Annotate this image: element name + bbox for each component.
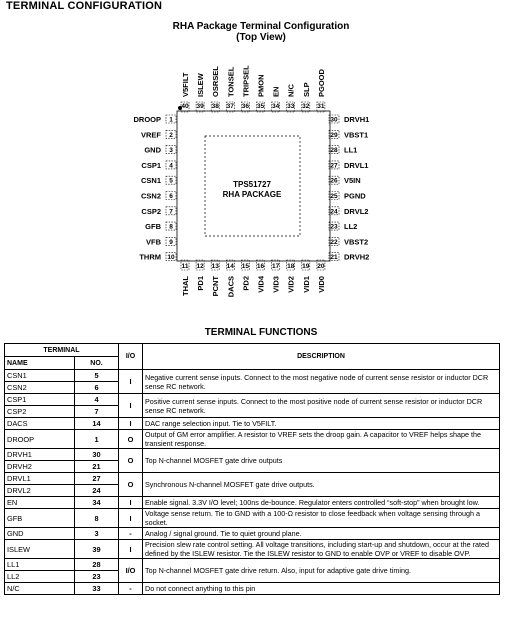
pin-label-top: PMON xyxy=(256,74,266,97)
pin-number-right: 22 xyxy=(330,238,338,246)
pin-label-right: DRVL2 xyxy=(344,206,369,216)
pin-name-cell: CSN2 xyxy=(5,382,75,394)
no-header: NO. xyxy=(75,357,119,370)
io-cell: - xyxy=(119,528,143,540)
pin-label-top: EN xyxy=(271,86,281,97)
pin-name-cell: DRVL1 xyxy=(5,473,75,485)
pin-label-bottom: VID3 xyxy=(271,276,281,293)
table-row xyxy=(5,418,500,430)
pin-label-left: VREF xyxy=(140,130,161,140)
pin-label-top: PGOOD xyxy=(316,69,326,97)
pin-name-cell: EN xyxy=(5,497,75,509)
pin-label-right: PGND xyxy=(344,191,366,201)
table-row xyxy=(5,394,500,406)
pin-label-right: VBST2 xyxy=(344,237,369,247)
io-cell: O xyxy=(119,449,143,473)
pin-label-right: LL2 xyxy=(344,222,358,232)
description-cell: Do not connect anything to this pin xyxy=(143,583,500,595)
pin-label-top: V5FILT xyxy=(181,72,190,97)
pin-name-cell: N/C xyxy=(5,583,75,595)
table-row xyxy=(5,540,500,559)
pin-number-bottom: 19 xyxy=(302,263,310,270)
pin-name-cell: ISLEW xyxy=(5,540,75,559)
pin-number-bottom: 14 xyxy=(226,263,234,270)
pin-number-bottom: 13 xyxy=(211,263,219,270)
pin-label-left: VFB xyxy=(146,237,161,247)
pin-label-top: TONSEL xyxy=(226,66,236,97)
pin-number-left: 2 xyxy=(169,131,173,139)
pin-number-top: 32 xyxy=(302,103,310,110)
pin-label-right: DRVH2 xyxy=(344,252,370,262)
table-row xyxy=(5,509,500,528)
pin-number-cell: 8 xyxy=(75,509,119,528)
io-cell: - xyxy=(119,583,143,595)
pin-number-top: 34 xyxy=(271,103,280,110)
pin-number-cell: 1 xyxy=(75,430,119,449)
pin-label-right: DRVH1 xyxy=(344,115,370,124)
pin-number-right: 26 xyxy=(330,177,338,185)
pin-number-top: 39 xyxy=(196,103,204,110)
pin-label-bottom: THAL xyxy=(181,276,190,296)
pin-label-bottom: PD1 xyxy=(196,276,206,291)
pin-name-cell: GND xyxy=(5,528,75,540)
io-cell: I xyxy=(119,540,143,559)
pin-number-left: 6 xyxy=(169,193,173,200)
pin-number-left: 9 xyxy=(169,238,173,246)
description-cell: Voltage sense return. Tie to GND with a 100-Ω resistor to close feedback when voltage sensing through a socket. xyxy=(143,509,500,528)
pin-number-bottom: 12 xyxy=(196,263,204,270)
pin-name-cell: DACS xyxy=(5,418,75,430)
pin-number-cell: 30 xyxy=(75,449,119,461)
functions-title: TERMINAL FUNCTIONS xyxy=(204,327,318,338)
pin-number-cell: 7 xyxy=(75,406,119,418)
pin-number-cell: 5 xyxy=(75,370,119,382)
table-row xyxy=(5,370,500,382)
chip-label-1: TPS51727 xyxy=(233,180,271,189)
pin-number-left: 3 xyxy=(169,147,173,155)
pin-number-bottom: 11 xyxy=(181,263,189,270)
chip-label-2: RHA PACKAGE xyxy=(222,190,282,199)
io-header: I/O xyxy=(119,344,143,370)
pin-number-bottom: 17 xyxy=(271,263,280,270)
pin-number-top: 31 xyxy=(317,103,325,110)
pin-number-left: 8 xyxy=(169,223,173,231)
description-cell: Analog / signal ground. Tie to quiet ground plane. xyxy=(143,528,500,540)
pin-label-bottom: PCNT xyxy=(211,276,221,297)
table-row xyxy=(5,528,500,540)
pin-label-right: V5IN xyxy=(344,176,361,186)
pin-number-right: 30 xyxy=(330,116,338,124)
pin-number-cell: 4 xyxy=(75,394,119,406)
description-cell: Top N-channel MOSFET gate drive return. Also, input for adaptive gate drive timing. xyxy=(143,559,500,583)
package-title: RHA Package Terminal Configuration xyxy=(172,21,350,32)
pin-label-top: OSRSEL xyxy=(211,66,221,97)
pin-number-right: 29 xyxy=(330,131,338,139)
io-cell: I/O xyxy=(119,559,143,583)
pin-number-cell: 27 xyxy=(75,473,119,485)
pinout-diagram xyxy=(0,0,522,310)
pin-label-left: CSN1 xyxy=(140,176,161,186)
table-row xyxy=(5,583,500,595)
pin-label-bottom: VID0 xyxy=(316,276,326,293)
section-heading: TERMINAL CONFIGURATION xyxy=(6,0,163,12)
io-cell: O xyxy=(119,473,143,497)
pin-name-cell: CSP1 xyxy=(5,394,75,406)
name-header: NAME xyxy=(5,357,75,370)
pin-number-right: 23 xyxy=(330,223,338,231)
pin-number-cell: 21 xyxy=(75,461,119,473)
pin-number-bottom: 20 xyxy=(317,263,325,270)
pin-number-cell: 39 xyxy=(75,540,119,559)
pin-number-right: 27 xyxy=(330,162,338,170)
pin-label-left: CSP2 xyxy=(141,206,161,216)
pin-name-cell: LL2 xyxy=(5,571,75,583)
pin-name-cell: DROOP xyxy=(5,430,75,449)
description-cell: Top N-channel MOSFET gate drive outputs xyxy=(143,449,500,473)
pin-number-bottom: 16 xyxy=(256,263,265,270)
pin-number-top: 33 xyxy=(287,103,295,110)
pin-label-left: THRM xyxy=(139,252,161,262)
table-row xyxy=(5,430,500,449)
pin-label-bottom: VID4 xyxy=(256,276,266,293)
pin-label-left: CSN2 xyxy=(140,191,161,201)
package-subtitle: (Top View) xyxy=(236,32,286,43)
pin-number-right: 24 xyxy=(330,208,338,216)
description-cell: Enable signal. 3.3V I/O level; 100ns de-bounce. Regulator enters controlled “soft-stop” when brought low. xyxy=(143,497,500,509)
description-cell: Synchronous N-channel MOSFET gate drive outputs. xyxy=(143,473,500,497)
pin-name-cell: DRVL2 xyxy=(5,485,75,497)
io-cell: I xyxy=(119,418,143,430)
pin-number-left: 10 xyxy=(167,254,175,262)
pin-number-top: 38 xyxy=(211,103,219,110)
pin-number-cell: 28 xyxy=(75,559,119,571)
pin-number-right: 25 xyxy=(330,193,338,200)
pin-number-cell: 14 xyxy=(75,418,119,430)
table-row xyxy=(5,449,500,461)
pin-name-cell: DRVH1 xyxy=(5,449,75,461)
pin-number-top: 35 xyxy=(256,103,265,110)
pin-number-right: 21 xyxy=(330,254,338,262)
description-cell: Positive current sense inputs. Connect to the most positive node of current sense resistor or inductor DCR sense RC network. xyxy=(143,394,500,418)
pin-number-bottom: 15 xyxy=(241,263,250,270)
table-row xyxy=(5,559,500,571)
table-row xyxy=(5,473,500,485)
pin-name-cell: LL1 xyxy=(5,559,75,571)
pin-label-right: DRVL1 xyxy=(344,160,369,170)
description-header: DESCRIPTION xyxy=(143,344,500,370)
pin-label-left: GND xyxy=(144,145,161,155)
pin-number-cell: 24 xyxy=(75,485,119,497)
io-cell: I xyxy=(119,394,143,418)
pin-label-bottom: DACS xyxy=(226,276,236,298)
pin-number-cell: 33 xyxy=(75,583,119,595)
io-cell: O xyxy=(119,430,143,449)
pin-label-top: ISLEW xyxy=(196,73,206,97)
pin-number-left: 7 xyxy=(169,208,173,216)
io-cell: I xyxy=(119,509,143,528)
terminal-functions-table xyxy=(4,343,500,595)
pin-name-cell: GFB xyxy=(5,509,75,528)
pin-number-top: 37 xyxy=(226,103,234,110)
pin-number-cell: 6 xyxy=(75,382,119,394)
pin-label-top: TRIPSEL xyxy=(241,65,251,97)
pin-number-cell: 23 xyxy=(75,571,119,583)
pin-number-left: 1 xyxy=(169,116,173,124)
pin-name-cell: DRVH2 xyxy=(5,461,75,473)
pin-name-cell: CSP2 xyxy=(5,406,75,418)
pin-label-bottom: VID1 xyxy=(301,276,311,293)
terminal-header: TERMINAL xyxy=(5,344,119,357)
description-cell: Precision slew rate control setting. All voltage transitions, including start-up and shutdown, occur at the rated defined by the ISLEW resistor. Tie the ISLEW resistor to GND to enable OVP or VREF to disable OVP. xyxy=(143,540,500,559)
pin-name-cell: CSN1 xyxy=(5,370,75,382)
pin-number-right: 28 xyxy=(330,147,338,155)
pin-label-top: N/C xyxy=(286,84,296,97)
pin-label-top: SLP xyxy=(301,82,311,97)
pin-label-bottom: VID2 xyxy=(286,276,296,293)
pin-label-right: LL1 xyxy=(344,145,358,155)
pin-number-cell: 34 xyxy=(75,497,119,509)
io-cell: I xyxy=(119,370,143,394)
pin-number-top: 36 xyxy=(241,103,250,110)
pin-number-top: 40 xyxy=(181,103,189,110)
pin-number-bottom: 18 xyxy=(287,263,295,270)
pin-label-right: VBST1 xyxy=(344,130,369,140)
pin-number-cell: 3 xyxy=(75,528,119,540)
pin-number-left: 4 xyxy=(169,162,173,170)
table-row xyxy=(5,497,500,509)
pin-label-left: DROOP xyxy=(133,115,161,124)
pin-number-left: 5 xyxy=(169,177,173,185)
description-cell: Output of GM error amplifier. A resistor to VREF sets the droop gain. A capacitor to VREF helps shape the transient response. xyxy=(143,430,500,449)
pin-label-bottom: PD2 xyxy=(241,276,251,291)
pin-label-left: GFB xyxy=(145,222,161,232)
pin-label-left: CSP1 xyxy=(141,160,161,170)
description-cell: DAC range selection input. Tie to V5FILT. xyxy=(143,418,500,430)
io-cell: I xyxy=(119,497,143,509)
description-cell: Negative current sense inputs. Connect to the most negative node of current sense resistor or inductor DCR sense RC network. xyxy=(143,370,500,394)
